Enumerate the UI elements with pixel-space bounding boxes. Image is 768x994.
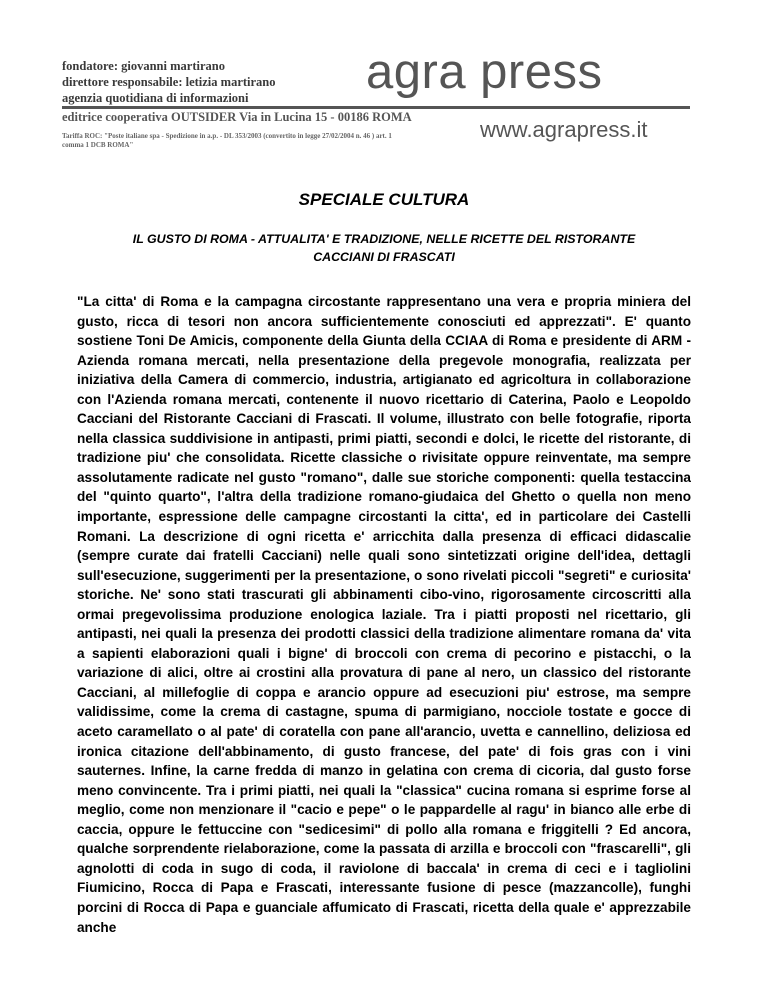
website-link[interactable]: www.agrapress.it	[480, 117, 648, 142]
masthead-info	[62, 58, 362, 106]
section-title: SPECIALE CULTURA	[298, 190, 470, 209]
masthead-rule	[62, 106, 690, 109]
tariff-notice: Tariffa ROC: "Poste italiane spa - Spedizione in a.p. - DL 353/2003 (convertito in legge 27/02/2004 n. 46 ) art. 1 comma 1 DCB ROMA"	[62, 132, 392, 149]
agency-line: agenzia quotidiana di informazioni	[62, 91, 249, 105]
brand-logo: agra press	[366, 45, 603, 99]
publisher-line: editrice cooperativa OUTSIDER Via in Lucina 15 - 00186 ROMA	[62, 110, 412, 124]
director-line: direttore responsabile: letizia martirano	[62, 75, 276, 89]
article-title: IL GUSTO DI ROMA - ATTUALITA' E TRADIZIONE, NELLE RICETTE DEL RISTORANTE CACCIANI DI FRASCATI	[132, 232, 636, 264]
founder-line: fondatore: giovanni martirano	[62, 59, 225, 73]
article-body: "La citta' di Roma e la campagna circostante rappresentano una vera e propria miniera del gusto, ricca di tesori non ancora sufficientemente conosciuti ed apprezzati". E' quanto sostiene Toni De Amicis, componente della Giunta della CCIAA di Roma e presidente di ARM - Azienda romana mercati, nella presentazione della pregevole monografia, realizzata per iniziativa della Camera di commercio, industria, artigianato ed agricoltura in collaborazione con l'Azienda romana mercati, contenente il nuovo ricettario di Caterina, Paolo e Leopoldo Cacciani del Ristorante Cacciani di Frascati. Il volume, illustrato con belle fotografie, riporta nella classica suddivisione in antipasti, primi piatti, secondi e dolci, le ricette del ristorante, di tradizione piu' che consolidata. Ricette classiche o rivisitate oppure reinventate, ma sempre assolutamente radicate nel gusto "romano", dalle sue storiche componenti: quella testaccina del "quinto quarto", l'altra della tradizione romano-giudaica del Ghetto o quella non meno importante, espressione delle campagne circostanti la citta', ed in particolare dei Castelli Romani. La descrizione di ogni ricetta e' arricchita dalla presenza di efficaci didascalie (sempre curate dai fratelli Cacciani) nelle quali sono sintetizzati origine dell'idea, dettagli sull'esecuzione, suggerimenti per la presentazione, o sono rivelati piccoli "segreti" e curiosita' storiche. Ne' sono stati trascurati gli abbinamenti cibo-vino, rigorosamente circoscritti alla ormai pregevolissima produzione enologica laziale. Tra i piatti proposti nel ricettario, gli antipasti, nei quali la presenza dei prodotti classici della tradizione alimentare romana da' vita a sapienti elaborazioni quali i bigne' di broccoli con crema di pecorino e pistacchi, o la variazione di alici, oltre ai crostini alla provatura di pane al nero, un classico del ristorante Cacciani, al millefoglie di coppa e arancio oppure ad esecuzioni piu' estrose, ma sempre validissime, come la crema di castagne, spuma di parmigiano, nocciole tostate e gocce di aceto caramellato o al pate' di coratella con pane all'arancio, uvetta e cannellino, deliziosa ed ironica citazione dell'abbinamento, di gusto francese, del pate' di fois gras con i vini sauternes. Infine, la carne fredda di manzo in gelatina con crema di cicoria, dal gusto forse meno convincente. Tra i primi piatti, nei quali la "classica" cucina romana si esprime forse al meglio, come non menzionare il "cacio e pepe" o le pappardelle al ragu' in bianco alle erbe di caccia, oppure le fettuccine con "sedicesimi" di pollo alla romana e friggitelli ? Ed ancora, qualche sorprendente rielaborazione, come la passata di arzilla e broccoli con "frascarelli", gli agnolotti di coda in sugo di coda, il raviolone di baccala' in crema di ceci e i tagliolini Fiumicino, Rocca di Papa e Frascati, interessante fusione di pesce (mazzancolle), funghi porcini di Rocca di Papa e guanciale affumicato di Frascati, ricetta della quale e' apprezzabile anche	[77, 294, 691, 935]
